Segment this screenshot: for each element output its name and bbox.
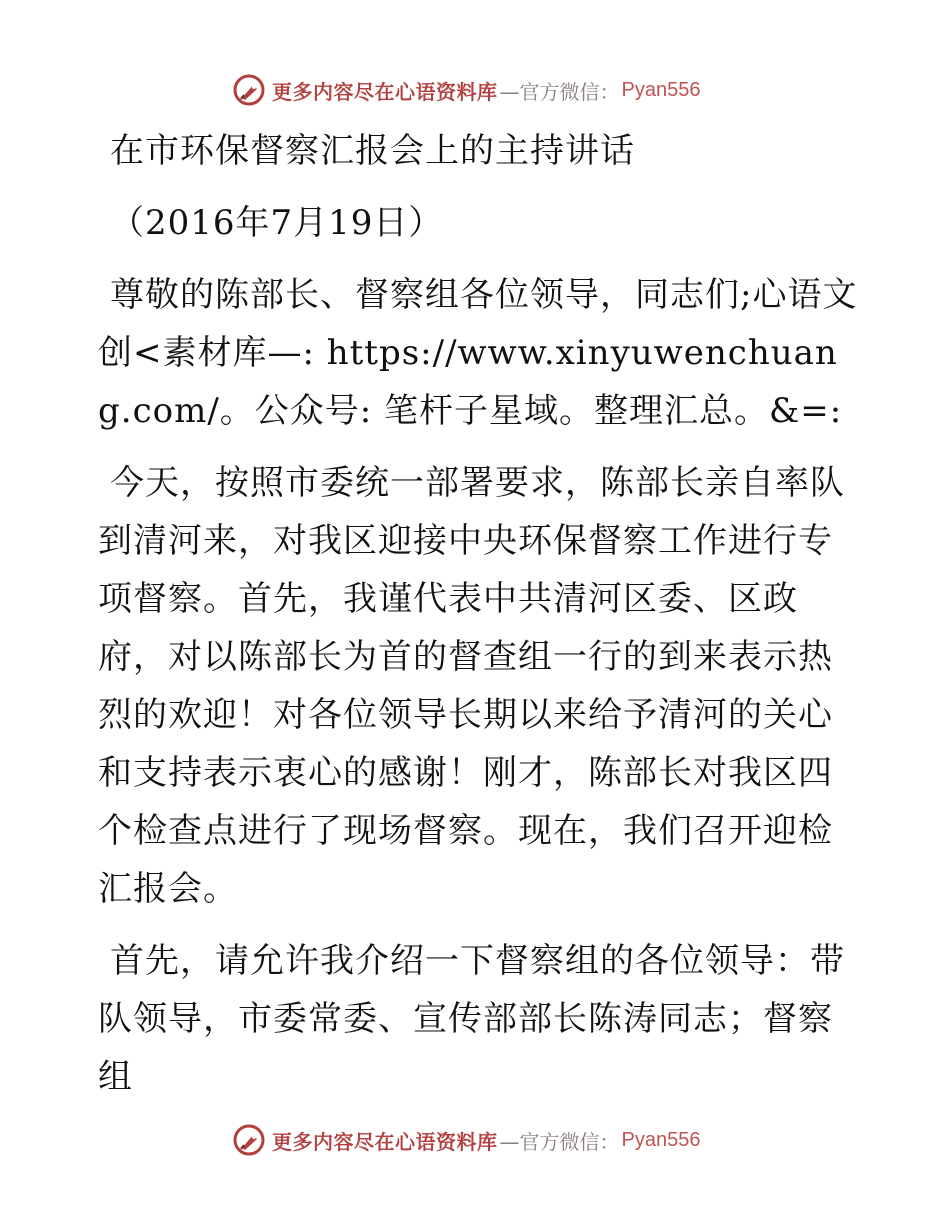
salutation-paragraph: 尊敬的陈部长、督察组各位领导，同志们;心语文创<素材库—: https://www.xinyuwenchuang.com/。公众号: 笔杆子星域。整理汇总。&=: [98, 275, 858, 431]
banner-wechat-id: Pyan556 [621, 78, 701, 101]
banner-wechat-id: Pyan556 [621, 1128, 701, 1151]
footer-watermark-banner [232, 1122, 700, 1158]
header-watermark-banner [232, 72, 700, 108]
banner-suffix-text: —官方微信： [499, 79, 620, 104]
body-paragraph: 首先，请允许我介绍一下督察组的各位领导：带队领导，市委常委、宣传部部长陈涛同志；督察组 [98, 941, 845, 1097]
document-body [98, 122, 858, 1106]
banner-main-text: 更多内容尽在心语资料库 [272, 79, 498, 104]
banner-suffix-text: —官方微信： [499, 1129, 620, 1154]
body-paragraph: 今天，按照市委统一部署要求，陈部长亲自率队到清河来，对我区迎接中央环保督察工作进行专项督察。首先，我谨代表中共清河区委、区政府，对以陈部长为首的督查组一行的到来表示热烈的欢迎！对各位领导长期以来给予清河的关心和支持表示衷心的感谢！刚才，陈部长对我区四个检查点进行了现场督察。现在，我们召开迎检汇报会。 [98, 463, 845, 909]
pen-nib-logo-icon [232, 73, 266, 107]
pen-nib-logo-icon [232, 1123, 266, 1157]
document-date: （2016年7月19日） [110, 203, 444, 243]
document-title: 在市环保督察汇报会上的主持讲话 [110, 131, 635, 171]
banner-main-text: 更多内容尽在心语资料库 [272, 1129, 498, 1154]
